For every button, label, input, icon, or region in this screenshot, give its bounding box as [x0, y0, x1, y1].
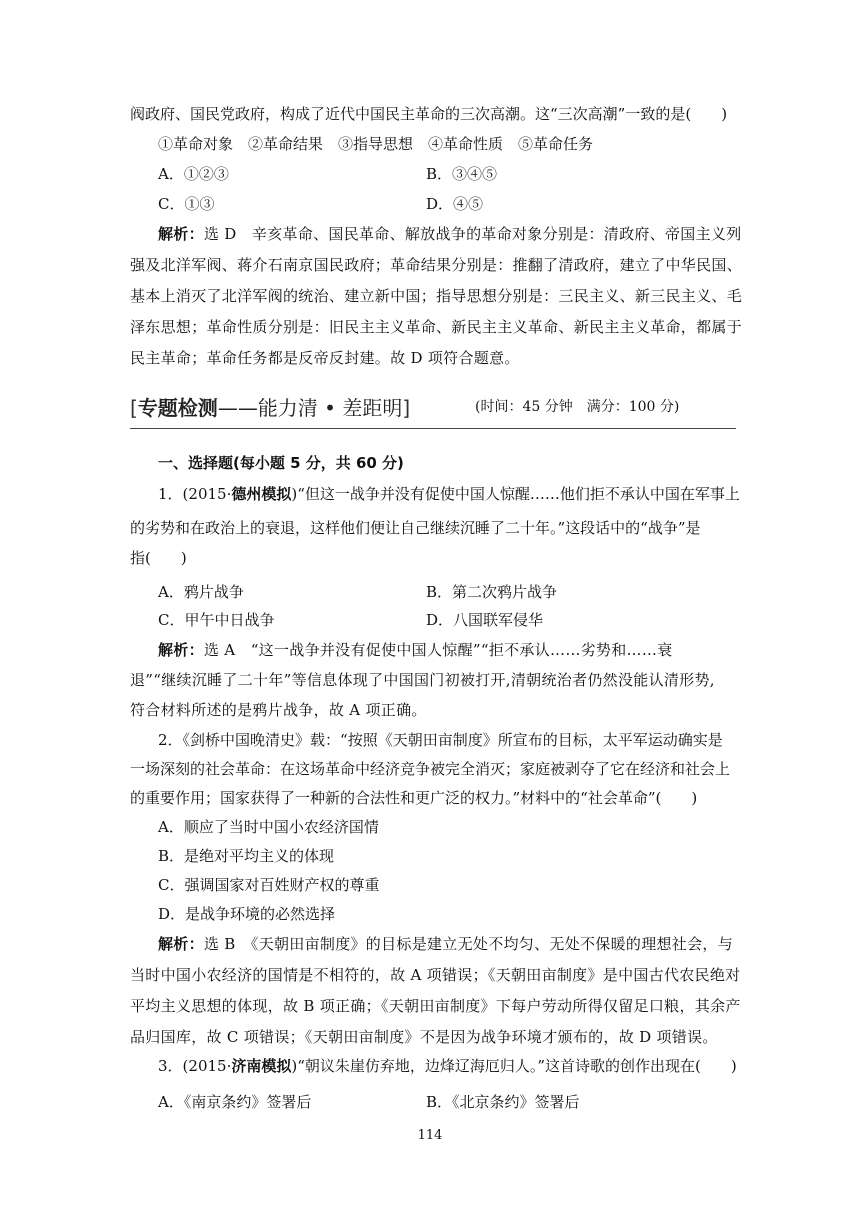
q2-line-2: 一场深刻的社会革命：在这场革命中经济竞争被完全消灭；家庭被剥夺了它在经济和社会上 [130, 760, 731, 778]
page-number: 114 [417, 1128, 443, 1143]
section-meta: (时间：45 分钟 满分：100 分) [475, 399, 680, 415]
prev-question-stem: 阀政府、国民党政府，构成了近代中国民主革命的三次高潮。这“三次高潮”一致的是( ) [130, 105, 728, 123]
q2-line-1: 2．《剑桥中国晚清史》载：“按照《天朝田亩制度》所宣布的目标，太平军运动确实是 [158, 731, 723, 749]
q3-line-1: 3．(2015·济南模拟)“朝议朱崖仿弃地，边烽辽海厄归人。”这首诗歌的创作出现在( ) [158, 1057, 737, 1075]
q1-line-1: 1．(2015·德州模拟)“但这一战争并没有促使中国人惊醒……他们拒不承认中国在军事上 [158, 485, 740, 503]
q1-analysis-line-3: 符合材料所述的是鸦片战争，故 A 项正确。 [130, 701, 427, 719]
q2-option-a: A．顺应了当时中国小农经济国情 [158, 818, 379, 836]
part-heading: 一、选择题(每小题 5 分，共 60 分) [158, 454, 404, 472]
prev-analysis-line-2: 强及北洋军阀、蒋介石南京国民政府；革命结果分别是：推翻了清政府，建立了中华民国、 [130, 256, 743, 274]
prev-option-b: B．③④⑤ [426, 165, 498, 183]
prev-analysis-line-1: 解析：选 D 辛亥革命、国民革命、解放战争的革命对象分别是：清政府、帝国主义列 [158, 225, 742, 243]
q3-option-a: A．《南京条约》签署后 [158, 1093, 312, 1111]
prev-analysis-line-5: 民主革命；革命任务都是反帝反封建。故 D 项符合题意。 [130, 349, 520, 367]
q2-analysis-line-2: 当时中国小农经济的国情是不相符的，故 A 项错误；《天朝田亩制度》是中国古代农民绝对 [130, 966, 741, 984]
q2-analysis-line-1: 解析：选 B 《天朝田亩制度》的目标是建立无处不均匀、无处不保暖的理想社会，与 [158, 935, 734, 953]
analysis-label: 解析： [158, 641, 204, 659]
analysis-label: 解析： [158, 225, 204, 243]
q1-analysis-line-1: 解析：选 A “这一战争并没有促使中国人惊醒”“拒不承认……劣势和……衰 [158, 641, 673, 659]
q1-option-b: B．第二次鸦片战争 [426, 583, 558, 601]
q1-source: 德州模拟 [231, 485, 292, 503]
q1-option-d: D．八国联军侵华 [426, 611, 544, 629]
q1-line-3: 指( ) [130, 549, 187, 567]
q2-option-c: C．强调国家对百姓财产权的尊重 [158, 876, 380, 894]
q2-line-3: 的重要作用；国家获得了一种新的合法性和更广泛的权力。”材料中的“社会革命”( ) [130, 789, 698, 807]
prev-analysis-line-4: 泽东思想；革命性质分别是：旧民主主义革命、新民主主义革命、新民主主义革命，都属于 [130, 318, 743, 336]
section-divider [130, 428, 736, 429]
analysis-label: 解析： [158, 935, 204, 953]
q2-option-d: D．是战争环境的必然选择 [158, 905, 336, 923]
q3-option-b: B．《北京条约》签署后 [426, 1093, 580, 1111]
q2-analysis-line-3: 平均主义思想的体现，故 B 项正确；《天朝田亩制度》下每户劳动所得仅留足口粮，其余产 [130, 997, 741, 1015]
q2-option-b: B．是绝对平均主义的体现 [158, 847, 335, 865]
q3-source: 济南模拟 [231, 1057, 292, 1075]
section-header [130, 393, 736, 427]
q1-line-2: 的劣势和在政治上的衰退，这样他们便让自己继续沉睡了二十年。”这段话中的“战争”是 [130, 519, 701, 537]
q1-option-a: A．鸦片战争 [158, 583, 244, 601]
prev-question-items: ①革命对象 ②革命结果 ③指导思想 ④革命性质 ⑤革命任务 [158, 135, 594, 153]
q2-analysis-line-4: 品归国库，故 C 项错误；《天朝田亩制度》不是因为战争环境才颁布的，故 D 项错误。 [130, 1028, 718, 1046]
q1-option-c: C．甲午中日战争 [158, 611, 275, 629]
prev-analysis-line-3: 基本上消灭了北洋军阀的统治、建立新中国；指导思想分别是：三民主义、新三民主义、毛 [130, 287, 743, 305]
q1-analysis-line-2: 退”“继续沉睡了二十年”等信息体现了中国国门初被打开,清朝统治者仍然没能认清形势, [130, 671, 715, 689]
prev-option-a: A．①②③ [158, 165, 229, 183]
prev-option-d: D．④⑤ [426, 195, 484, 213]
prev-option-c: C．①③ [158, 195, 215, 213]
section-title: [专题检测——能力清 • 差距明] [130, 396, 411, 420]
